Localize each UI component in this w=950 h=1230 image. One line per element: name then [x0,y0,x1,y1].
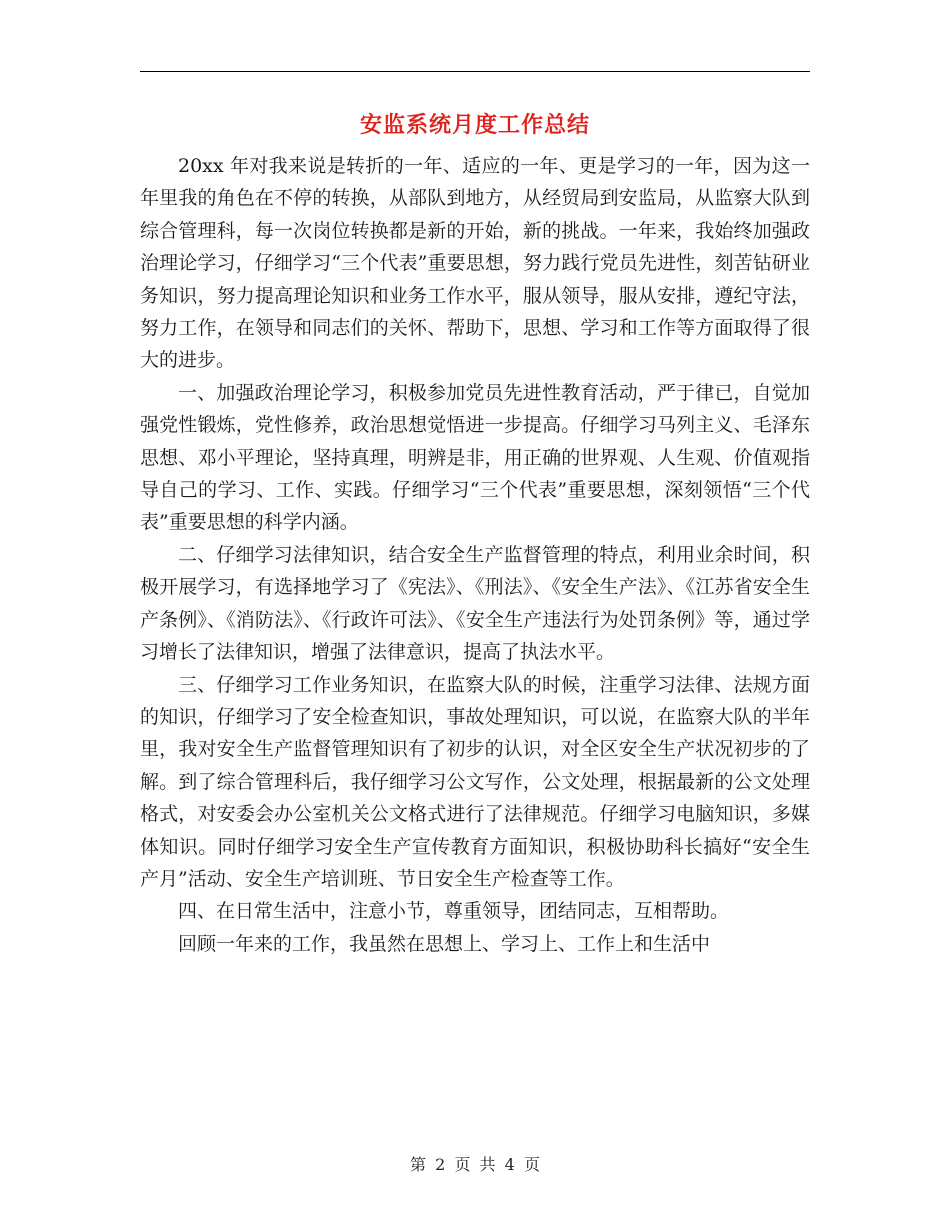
paragraph-section-4: 四、在日常生活中，注意小节，尊重领导，团结同志，互相帮助。 [178,900,730,923]
footer-total-unit: 页 [523,1155,540,1174]
paragraph-section-3: 三、仔细学习工作业务知识，在监察大队的时候，注重学习法律、法规方面的知识，仔细学习了安全检查知识，事故处理知识，可以说，在监察大队的半年里，我对安全生产监督管理知识有了初步的认识，对全区安全生产状况初步的了解。到了综合管理科后，我仔细学习公文写作，公文处理，根据最新的公文处理格式，对安委会办公室机关公文格式进行了法律规范。仔细学习电脑知识，多媒体知识。同时仔细学习安全生产宣传教育方面知识，积极协助科长搞好“安全生产月”活动、安全生产培训班、节日安全生产检查等工作。 [140,673,810,890]
footer-total-label: 共 [479,1155,496,1174]
paragraph-intro: 20xx 年对我来说是转折的一年、适应的一年、更是学习的一年，因为这一年里我的角色在不停的转换，从部队到地方，从经贸局到安监局，从监察大队到综合管理科，每一次岗位转换都是新的开始，新的挑战。一年来，我始终加强政治理论学习，仔细学习“三个代表”重要思想，努力践行党员先进性，刻苦钻研业务知识，努力提高理论知识和业务工作水平，服从领导，服从安排，遵纪守法，努力工作，在领导和同志们的关怀、帮助下，思想、学习和工作等方面取得了很大的进步。 [140,155,810,372]
footer-page-total: 4 [504,1155,515,1174]
footer-page-unit: 页 [454,1155,471,1174]
footer-page-current: 2 [435,1155,446,1174]
header-rule [140,71,810,72]
paragraph-review: 回顾一年来的工作，我虽然在思想上、学习上、工作上和生活中 [178,932,711,955]
document-body [140,150,810,960]
paragraph-section-2: 二、仔细学习法律知识，结合安全生产监督管理的特点，利用业余时间，积极开展学习，有选择地学习了《宪法》、《刑法》、《安全生产法》、《江苏省安全生产条例》、《消防法》、《行政许可法》、《安全生产违法行为处罚条例》等，通过学习增长了法律知识，增强了法律意识，提高了执法水平。 [140,543,810,664]
document-title: 安监系统月度工作总结 [359,112,590,138]
paragraph-section-1: 一、加强政治理论学习，积极参加党员先进性教育活动，严于律已，自觉加强党性锻炼，党性修养，政治思想觉悟进一步提高。仔细学习马列主义、毛泽东思想、邓小平理论，坚持真理，明辨是非，用正确的世界观、人生观、价值观指导自己的学习、工作、实践。仔细学习“三个代表”重要思想，深刻领悟“三个代表”重要思想的科学内涵。 [140,381,810,534]
page-footer [0,1154,950,1176]
footer-page-label: 第 [410,1155,427,1174]
